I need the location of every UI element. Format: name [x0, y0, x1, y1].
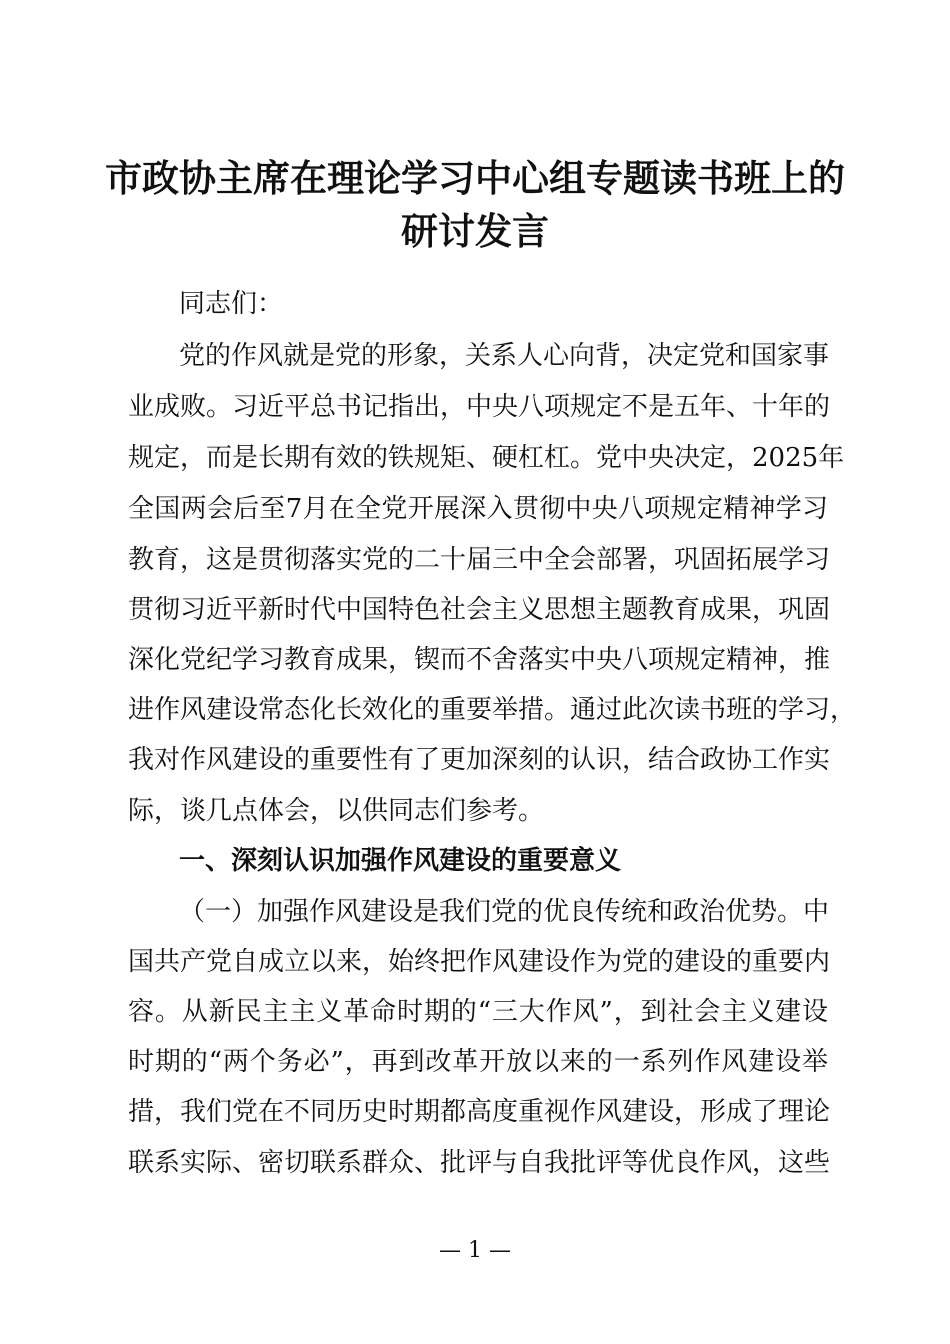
paragraph-line: 党的作风就是党的形象，关系人心向背，决定党和国家事 [179, 341, 830, 371]
paragraph-line: （一）加强作风建设是我们党的优良传统和政治优势。中 [179, 897, 830, 927]
paragraph-line: 措，我们党在不同历史时期都高度重视作风建设，形成了理论 [128, 1097, 831, 1127]
paragraph-line: 全国两会后至7月在全党开展深入贯彻中央八项规定精神学习 [128, 494, 828, 524]
document-title-line-2: 研讨发言 [401, 209, 549, 253]
paragraph-line: 规定，而是长期有效的铁规矩、硬杠杠。党中央决定，2025年 [128, 443, 845, 473]
paragraph-line: 业成败。习近平总书记指出，中央八项规定不是五年、十年的 [128, 392, 831, 422]
paragraph-line: 我对作风建设的重要性有了更加深刻的认识，结合政协工作实 [128, 745, 831, 775]
salutation: 同志们： [179, 289, 284, 319]
paragraph-line: 际，谈几点体会，以供同志们参考。 [128, 796, 545, 826]
paragraph-line: 联系实际、密切联系群众、批评与自我批评等优良作风，这些 [128, 1148, 831, 1178]
paragraph-line: 国共产党自成立以来，始终把作风建设作为党的建设的重要内 [128, 947, 831, 977]
paragraph-line: 贯彻习近平新时代中国特色社会主义思想主题教育成果，巩固 [128, 595, 831, 625]
paragraph-line: 教育，这是贯彻落实党的二十届三中全会部署，巩固拓展学习 [128, 545, 831, 575]
document-title-line-1: 市政协主席在理论学习中心组专题读书班上的 [105, 156, 845, 200]
page-number: — 1 — [439, 1238, 511, 1263]
paragraph-line: 时期的“两个务必”，再到改革开放以来的一系列作风建设举 [128, 1047, 828, 1077]
paragraph-line: 进作风建设常态化长效化的重要举措。通过此次读书班的学习， [128, 695, 857, 725]
section-heading: 一、深刻认识加强作风建设的重要意义 [179, 846, 622, 876]
paragraph-line: 容。从新民主主义革命时期的“三大作风”，到社会主义建设 [128, 997, 828, 1027]
paragraph-line: 深化党纪学习教育成果，锲而不舍落实中央八项规定精神，推 [128, 645, 831, 675]
